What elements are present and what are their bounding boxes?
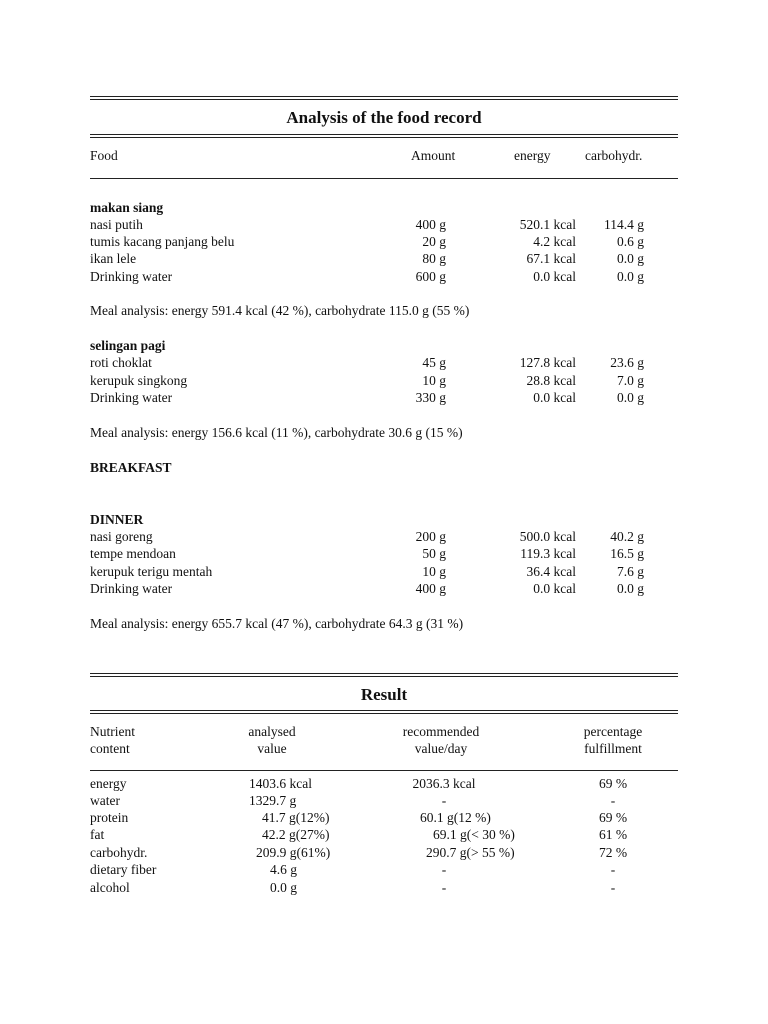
- food-name: tempe mendoan: [90, 546, 176, 561]
- food-name: Drinking water: [90, 390, 173, 405]
- nutrient-name: carbohydr.: [90, 845, 148, 860]
- col-recommended-header: recommended: [402, 724, 480, 739]
- food-name: Drinking water: [90, 581, 173, 596]
- food-name: nasi putih: [90, 217, 143, 232]
- analysed-value: 209.9 g(61%): [256, 845, 331, 860]
- percentage-value: -: [610, 862, 616, 877]
- meal-title: BREAKFAST: [90, 460, 172, 475]
- food-carbohydr: 0.0 g: [617, 269, 644, 284]
- col-percentage-header: fulfillment: [584, 741, 642, 756]
- meal-analysis: Meal analysis: energy 591.4 kcal (42 %), carbohydrate 115.0 g (55 %): [90, 303, 470, 318]
- recommended-value: 60.1 g(12 %): [420, 810, 491, 825]
- food-carbohydr: 0.6 g: [617, 234, 644, 249]
- food-name: kerupuk terigu mentah: [90, 564, 213, 579]
- col-energy-header: energy: [514, 148, 551, 163]
- col-analysed-header: analysed: [248, 724, 296, 739]
- analysed-value: 42.2 g(27%): [262, 827, 330, 842]
- meal-title: makan siang: [90, 200, 164, 215]
- analysed-value: 0.0 g: [270, 880, 297, 895]
- food-energy: 4.2 kcal: [533, 234, 576, 249]
- food-energy: 520.1 kcal: [519, 217, 576, 232]
- recommended-value: -: [441, 862, 447, 877]
- food-name: kerupuk singkong: [90, 373, 188, 388]
- food-carbohydr: 23.6 g: [610, 355, 644, 370]
- result-title: Result: [360, 685, 408, 704]
- recommended-value: 69.1 g(< 30 %): [433, 827, 515, 842]
- percentage-value: 61 %: [598, 827, 628, 842]
- nutrient-name: protein: [90, 810, 129, 825]
- food-amount: 200 g: [415, 529, 446, 544]
- food-amount: 330 g: [415, 390, 446, 405]
- meal-title: selingan pagi: [90, 338, 166, 353]
- double-rule: [90, 134, 678, 138]
- food-name: nasi goreng: [90, 529, 153, 544]
- food-energy: 0.0 kcal: [533, 581, 576, 596]
- meal-analysis: Meal analysis: energy 156.6 kcal (11 %), carbohydrate 30.6 g (15 %): [90, 425, 463, 440]
- food-energy: 127.8 kcal: [519, 355, 576, 370]
- food-amount: 20 g: [422, 234, 446, 249]
- food-energy: 119.3 kcal: [520, 546, 576, 561]
- percentage-value: 69 %: [598, 776, 628, 791]
- food-name: Drinking water: [90, 269, 173, 284]
- food-carbohydr: 7.6 g: [617, 564, 644, 579]
- food-carbohydr: 0.0 g: [617, 251, 644, 266]
- percentage-value: 72 %: [598, 845, 628, 860]
- header-rule: [90, 770, 678, 771]
- nutrient-name: alcohol: [90, 880, 130, 895]
- double-rule: [90, 710, 678, 714]
- col-carbohydr-header: carbohydr.: [585, 148, 643, 163]
- percentage-value: -: [610, 880, 616, 895]
- nutrient-name: fat: [90, 827, 105, 842]
- recommended-value: 290.7 g(> 55 %): [426, 845, 515, 860]
- food-energy: 500.0 kcal: [519, 529, 576, 544]
- col-recommended-header: value/day: [414, 741, 468, 756]
- header-rule: [90, 178, 678, 179]
- col-percentage-header: percentage: [583, 724, 643, 739]
- food-name: roti choklat: [90, 355, 152, 370]
- double-rule: [90, 673, 678, 677]
- meal-title: DINNER: [90, 512, 144, 527]
- food-amount: 45 g: [422, 355, 446, 370]
- food-amount: 80 g: [422, 251, 446, 266]
- food-amount: 50 g: [422, 546, 446, 561]
- percentage-value: -: [610, 793, 616, 808]
- food-energy: 0.0 kcal: [533, 390, 576, 405]
- food-carbohydr: 7.0 g: [617, 373, 644, 388]
- nutrient-name: dietary fiber: [90, 862, 157, 877]
- food-amount: 400 g: [415, 581, 446, 596]
- food-amount: 400 g: [415, 217, 446, 232]
- food-carbohydr: 114.4 g: [604, 217, 644, 232]
- food-name: tumis kacang panjang belu: [90, 234, 235, 249]
- analysed-value: 1329.7 g: [249, 793, 297, 808]
- col-food-header: Food: [90, 148, 118, 163]
- col-nutrient-header: content: [90, 741, 130, 756]
- meal-analysis: Meal analysis: energy 655.7 kcal (47 %), carbohydrate 64.3 g (31 %): [90, 616, 464, 631]
- analysis-title: Analysis of the food record: [286, 108, 482, 127]
- recommended-value: -: [441, 793, 447, 808]
- food-amount: 600 g: [415, 269, 446, 284]
- food-carbohydr: 40.2 g: [610, 529, 644, 544]
- percentage-value: 69 %: [598, 810, 628, 825]
- recommended-value: 2036.3 kcal: [412, 776, 476, 791]
- food-carbohydr: 16.5 g: [610, 546, 644, 561]
- food-energy: 67.1 kcal: [526, 251, 576, 266]
- recommended-value: -: [441, 880, 447, 895]
- food-energy: 36.4 kcal: [526, 564, 576, 579]
- food-carbohydr: 0.0 g: [617, 390, 644, 405]
- food-carbohydr: 0.0 g: [617, 581, 644, 596]
- nutrient-name: water: [90, 793, 120, 808]
- food-amount: 10 g: [422, 564, 446, 579]
- food-name: ikan lele: [90, 251, 137, 266]
- analysed-value: 41.7 g(12%): [262, 810, 330, 825]
- col-amount-header: Amount: [411, 148, 456, 163]
- food-energy: 0.0 kcal: [533, 269, 576, 284]
- food-energy: 28.8 kcal: [526, 373, 576, 388]
- nutrient-name: energy: [90, 776, 127, 791]
- double-rule: [90, 96, 678, 100]
- col-analysed-header: value: [257, 741, 287, 756]
- analysed-value: 1403.6 kcal: [249, 776, 312, 791]
- food-amount: 10 g: [422, 373, 446, 388]
- analysed-value: 4.6 g: [270, 862, 297, 877]
- col-nutrient-header: Nutrient: [90, 724, 135, 739]
